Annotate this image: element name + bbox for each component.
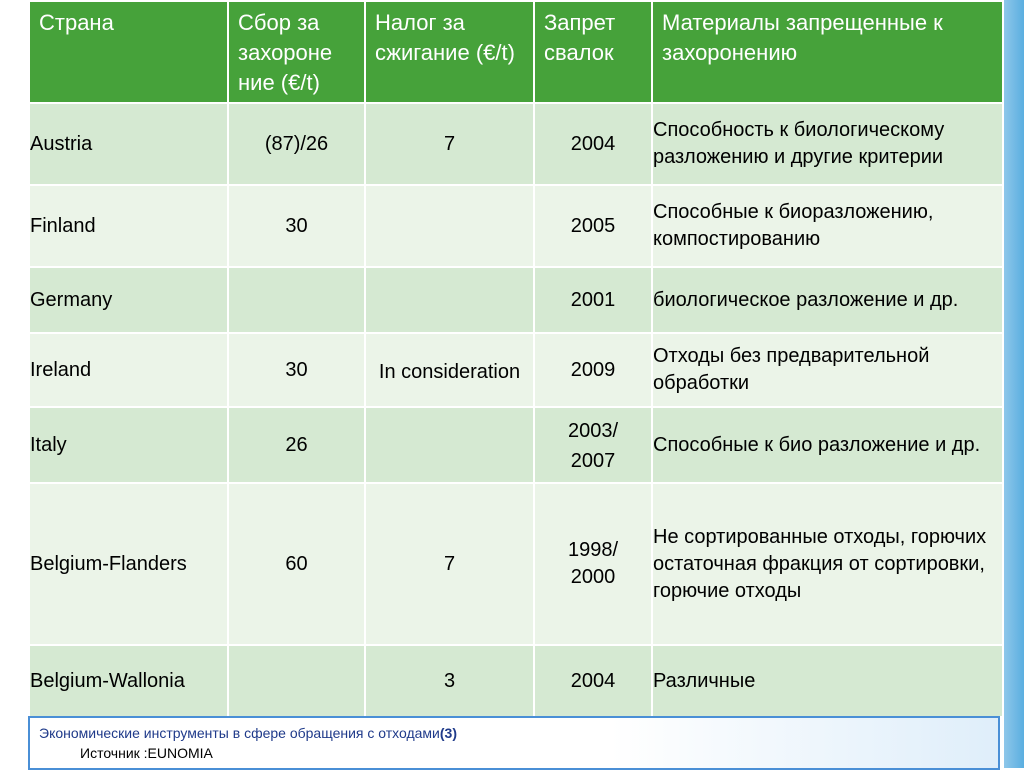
country-cell: Austria — [29, 103, 228, 185]
table-row — [29, 267, 1003, 333]
footer-slide-number: (3) — [439, 725, 458, 741]
ban-cell: 2009 — [534, 333, 652, 407]
ban-cell: 2004 — [534, 645, 652, 717]
materials-cell: Не сортированные отходы, горючих остаточная фракция от сортировки, горючие отходы — [652, 483, 1003, 645]
header-landfill-ban: Запрет свалок — [534, 1, 652, 103]
country-cell: Ireland — [29, 333, 228, 407]
materials-cell: Способные к био разложение и др. — [652, 407, 1003, 483]
header-banned-materials: Материалы запрещенные к захоронению — [652, 1, 1003, 103]
decorative-side-band — [1004, 0, 1024, 768]
footer-source: Источник :EUNOMIA — [80, 745, 213, 761]
tax-cell: In consideration — [365, 333, 534, 407]
fee-cell: 30 — [228, 333, 365, 407]
table-row — [29, 333, 1003, 407]
table-header-row — [29, 1, 1003, 103]
ban-cell: 2004 — [534, 103, 652, 185]
table-row — [29, 407, 1003, 483]
footer-title: Экономические инструменты в сфере обращения с отходами — [39, 725, 440, 741]
fee-cell: 26 — [228, 407, 365, 483]
table-row — [29, 185, 1003, 267]
materials-cell: Способность к биологическому разложению и другие критерии — [652, 103, 1003, 185]
materials-cell: биологическое разложение и др. — [652, 267, 1003, 333]
country-cell: Belgium-Flanders — [29, 483, 228, 645]
country-cell: Finland — [29, 185, 228, 267]
fee-cell: 60 — [228, 483, 365, 645]
header-incineration-tax: Налог за сжигание (€/t) — [365, 1, 534, 103]
footer-caption-box — [28, 716, 1000, 770]
materials-cell: Различные — [652, 645, 1003, 717]
country-cell: Italy — [29, 407, 228, 483]
ban-cell: 2003/ 2007 — [534, 407, 652, 483]
table-row — [29, 483, 1003, 645]
header-landfill-fee: Сбор за захороне ние (€/t) — [228, 1, 365, 103]
ban-cell: 2005 — [534, 185, 652, 267]
tax-cell: 3 — [365, 645, 534, 717]
tax-cell: 7 — [365, 103, 534, 185]
header-country: Страна — [29, 1, 228, 103]
fee-cell — [228, 267, 365, 333]
fee-cell: (87)/26 — [228, 103, 365, 185]
fee-cell — [228, 645, 365, 717]
fee-cell: 30 — [228, 185, 365, 267]
table-row — [29, 645, 1003, 717]
ban-cell: 2001 — [534, 267, 652, 333]
ban-cell: 1998/ 2000 — [534, 483, 652, 645]
country-cell: Belgium-Wallonia — [29, 645, 228, 717]
tax-cell — [365, 267, 534, 333]
landfill-policy-table — [28, 0, 1004, 718]
country-cell: Germany — [29, 267, 228, 333]
tax-cell: 7 — [365, 483, 534, 645]
tax-cell — [365, 185, 534, 267]
footer-title-line — [39, 724, 457, 742]
materials-cell: Способные к биоразложению, компостированию — [652, 185, 1003, 267]
tax-cell — [365, 407, 534, 483]
table-row — [29, 103, 1003, 185]
materials-cell: Отходы без предварительной обработки — [652, 333, 1003, 407]
